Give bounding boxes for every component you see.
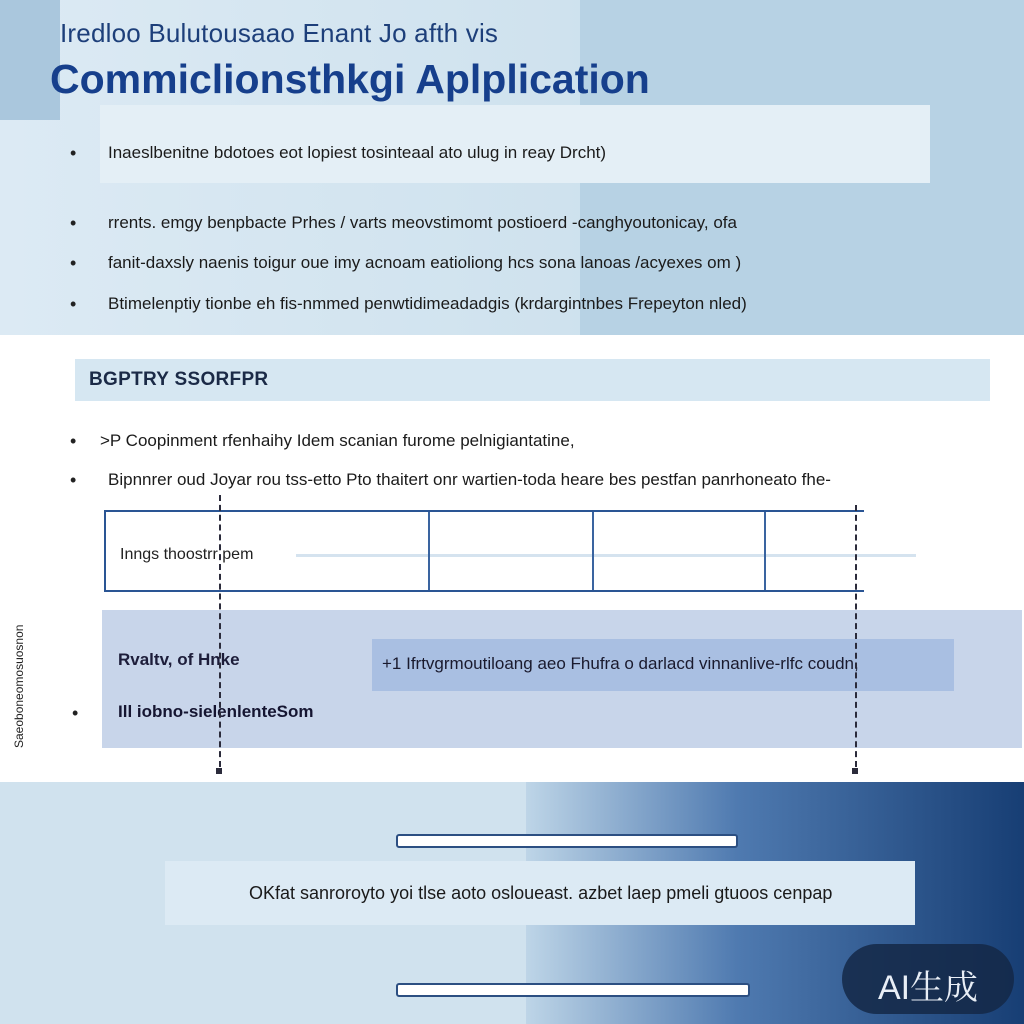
ai-generated-badge (842, 944, 1014, 1014)
panel-callout (372, 639, 954, 691)
bullet-dot: • (70, 143, 77, 163)
ai-badge-text: AI生成 (877, 969, 979, 1007)
table-column-divider (764, 512, 766, 590)
bullet-dot: • (70, 213, 77, 233)
page-subtitle: Iredloo Bulutousaao Enant Jo afth vis (60, 18, 499, 48)
section-header-label: BGPTRY SSORFPR (89, 369, 269, 390)
bullet-dot: • (70, 431, 77, 451)
bullet-dot: • (70, 470, 77, 490)
info-panel (102, 610, 1022, 748)
slider-bar-top[interactable] (396, 834, 738, 848)
table-cell: Inngs thoostrr pem (120, 546, 254, 563)
data-table (104, 510, 864, 592)
footer-box (165, 861, 915, 925)
section-bullet-text: >P Coopinment rfenhaihy Idem scanian furome pelnigiantatine, (100, 431, 575, 450)
dashed-guide-right (855, 505, 857, 767)
panel-line-1: Rvaltv, of Hnke (118, 650, 240, 669)
table-column-divider (592, 512, 594, 590)
intro-bullet-text: Inaeslbenitne bdotoes eot lopiest tosinteaal ato ulug in reay Drcht) (108, 143, 607, 162)
dashed-guide-right-end (852, 768, 858, 774)
panel-line-2: Ill iobno-sielenlenteSom (118, 702, 314, 721)
side-vertical-label: Saeoboneomosuosnon (12, 624, 26, 748)
panel-callout-text: +1 Ifrtvgrmoutiloang aeo Fhufra o darlacd vinnanlive-rlfc coudn, (382, 654, 859, 673)
dashed-guide-left-end (216, 768, 222, 774)
intro-bullet-text: fanit-daxsly naenis toigur oue imy acnoam eatioliong hcs sona lanoas /acyexes om ) (108, 253, 742, 272)
bullet-dot: • (70, 294, 77, 314)
table-column-divider (428, 512, 430, 590)
intro-bullet-text: Btimelenptiy tionbe eh fis-nmmed penwtidimeadadgis (krdargintnbes Frepeyton nled) (108, 294, 747, 313)
section-bullet-text: Bipnnrer oud Joyar rou tss-etto Pto thaitert onr wartien-toda heare bes pestfan panrhoneato fhe- (108, 470, 831, 489)
table-guide-line (296, 554, 916, 557)
page-title: Commiclionsthkgi Aplplication (50, 56, 650, 102)
intro-bullet-text: rrents. emgy benpbacte Prhes / varts meovstimomt postioerd -canghyoutonicay, ofa (108, 213, 737, 232)
slider-bar-bottom[interactable] (396, 983, 750, 997)
footer-text: OKfat sanroroyto yoi tlse aoto osloueast. azbet laep pmeli gtuoos cenpap (249, 883, 833, 903)
dashed-guide-left (219, 495, 221, 767)
section-header (75, 359, 990, 401)
bullet-dot: • (70, 253, 77, 273)
bullet-dot: • (72, 703, 79, 723)
